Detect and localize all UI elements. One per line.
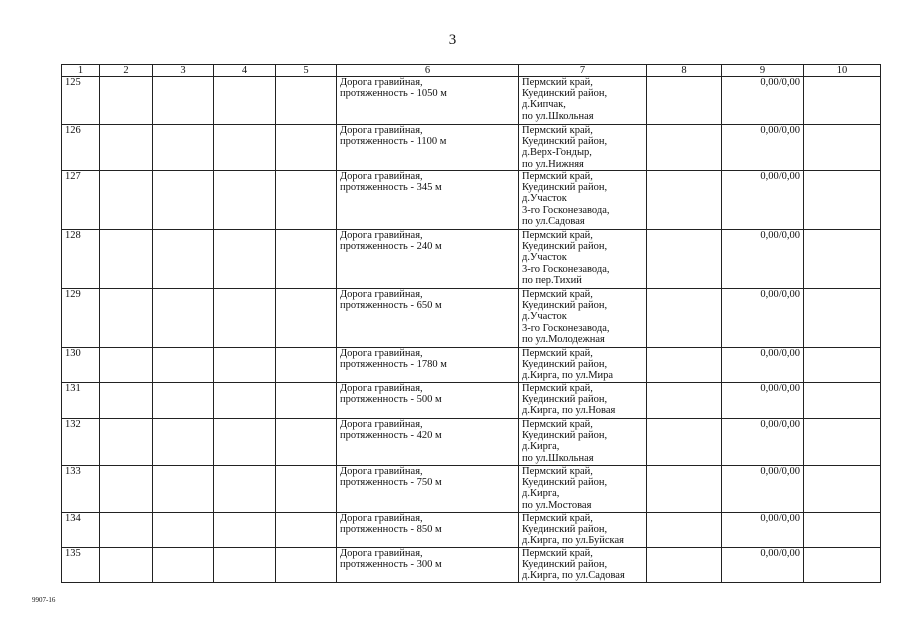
column-3-cell [153, 171, 214, 230]
row-number-cell: 130 [62, 348, 100, 383]
address-line: Пермский край, [522, 548, 593, 559]
table-row [62, 383, 881, 419]
column-8-cell [647, 513, 722, 548]
column-number: 10 [804, 65, 881, 77]
column-5-cell [276, 289, 337, 348]
table-row [62, 125, 881, 171]
address-line: Пермский край, [522, 383, 593, 394]
column-8-cell [647, 125, 722, 171]
table-row [62, 230, 881, 289]
address-line: Куединский район, [522, 394, 608, 406]
column-8-cell [647, 77, 722, 125]
object-name-line: протяженность - 345 м [340, 182, 442, 194]
registry-body [62, 77, 881, 583]
column-2-cell [100, 466, 153, 513]
column-8-cell [647, 466, 722, 513]
column-3-cell [153, 513, 214, 548]
column-number: 1 [62, 65, 100, 77]
object-name-line: Дорога гравийная, [340, 125, 423, 136]
address-cell [519, 383, 647, 419]
address-line: по ул.Нижняя [522, 158, 584, 170]
address-line: Куединский район, [522, 182, 608, 194]
object-name-line: протяженность - 850 м [340, 524, 442, 536]
address-line: д.Кирга, по ул.Буйская [522, 535, 624, 547]
address-line: Пермский край, [522, 419, 593, 430]
object-name-cell [337, 548, 519, 583]
column-8-cell [647, 289, 722, 348]
column-5-cell [276, 466, 337, 513]
object-name-line: протяженность - 650 м [340, 300, 442, 312]
column-3-cell [153, 125, 214, 171]
column-5-cell [276, 171, 337, 230]
column-number: 5 [276, 65, 337, 77]
object-name-line: Дорога гравийная, [340, 466, 423, 477]
address-line: по ул.Садовая [522, 215, 585, 227]
address-line: Куединский район, [522, 559, 608, 571]
column-2-cell [100, 383, 153, 419]
address-line: по ул.Школьная [522, 452, 594, 464]
balance-value-cell: 0,00/0,00 [722, 466, 804, 513]
column-number: 8 [647, 65, 722, 77]
column-number-header [62, 65, 881, 77]
object-name-cell [337, 125, 519, 171]
address-cell [519, 348, 647, 383]
object-name-line: протяженность - 1780 м [340, 359, 447, 371]
object-name-line: Дорога гравийная, [340, 289, 423, 300]
balance-value-cell: 0,00/0,00 [722, 289, 804, 348]
address-line: д.Участок [522, 311, 567, 323]
column-10-cell [804, 125, 881, 171]
column-3-cell [153, 77, 214, 125]
object-name-line: Дорога гравийная, [340, 419, 423, 430]
address-cell [519, 513, 647, 548]
table-row [62, 548, 881, 583]
address-cell [519, 125, 647, 171]
column-2-cell [100, 230, 153, 289]
page-number: 3 [448, 32, 457, 48]
column-10-cell [804, 466, 881, 513]
balance-value-cell: 0,00/0,00 [722, 77, 804, 125]
table-row [62, 289, 881, 348]
object-name-line: протяженность - 300 м [340, 559, 442, 571]
column-2-cell [100, 77, 153, 125]
column-8-cell [647, 383, 722, 419]
balance-value-cell: 0,00/0,00 [722, 419, 804, 466]
column-3-cell [153, 289, 214, 348]
column-5-cell [276, 77, 337, 125]
column-2-cell [100, 289, 153, 348]
object-name-cell [337, 466, 519, 513]
column-4-cell [214, 419, 276, 466]
column-4-cell [214, 289, 276, 348]
column-2-cell [100, 513, 153, 548]
address-line: Куединский район, [522, 241, 608, 253]
row-number-cell: 126 [62, 125, 100, 171]
column-5-cell [276, 419, 337, 466]
address-line: Пермский край, [522, 513, 593, 524]
column-2-cell [100, 419, 153, 466]
address-line: 3-го Госконезавода, [522, 322, 610, 334]
object-name-cell [337, 513, 519, 548]
row-number-cell: 128 [62, 230, 100, 289]
address-line: Куединский район, [522, 136, 608, 148]
address-line: Куединский район, [522, 430, 608, 442]
address-line: д.Участок [522, 252, 567, 264]
address-line: Пермский край, [522, 466, 593, 477]
column-8-cell [647, 419, 722, 466]
address-line: Пермский край, [522, 289, 593, 300]
address-cell [519, 548, 647, 583]
balance-value-cell: 0,00/0,00 [722, 513, 804, 548]
column-5-cell [276, 348, 337, 383]
balance-value-cell: 0,00/0,00 [722, 383, 804, 419]
address-line: по ул.Школьная [522, 110, 594, 122]
table-row [62, 77, 881, 125]
object-name-line: протяженность - 240 м [340, 241, 442, 253]
column-8-cell [647, 230, 722, 289]
column-3-cell [153, 383, 214, 419]
object-name-line: Дорога гравийная, [340, 171, 423, 182]
row-number-cell: 125 [62, 77, 100, 125]
column-2-cell [100, 171, 153, 230]
address-line: Куединский район, [522, 477, 608, 489]
column-number: 2 [100, 65, 153, 77]
object-name-line: Дорога гравийная, [340, 383, 423, 394]
address-line: Куединский район, [522, 524, 608, 536]
object-name-line: протяженность - 1100 м [340, 136, 447, 148]
object-name-line: Дорога гравийная, [340, 548, 423, 559]
column-number: 4 [214, 65, 276, 77]
column-10-cell [804, 77, 881, 125]
address-line: 3-го Госконезавода, [522, 204, 610, 216]
object-name-cell [337, 289, 519, 348]
column-10-cell [804, 348, 881, 383]
table-row [62, 171, 881, 230]
address-line: Пермский край, [522, 171, 593, 182]
address-line: д.Кирга, [522, 488, 560, 500]
column-5-cell [276, 513, 337, 548]
column-3-cell [153, 466, 214, 513]
column-5-cell [276, 125, 337, 171]
object-name-cell [337, 348, 519, 383]
row-number-cell: 133 [62, 466, 100, 513]
column-3-cell [153, 348, 214, 383]
row-number-cell: 131 [62, 383, 100, 419]
object-name-line: Дорога гравийная, [340, 77, 423, 88]
column-4-cell [214, 171, 276, 230]
object-name-cell [337, 419, 519, 466]
column-5-cell [276, 230, 337, 289]
column-10-cell [804, 230, 881, 289]
balance-value-cell: 0,00/0,00 [722, 171, 804, 230]
table-row [62, 419, 881, 466]
address-line: 3-го Госконезавода, [522, 263, 610, 275]
column-10-cell [804, 289, 881, 348]
column-8-cell [647, 171, 722, 230]
object-name-line: протяженность - 1050 м [340, 88, 447, 100]
column-number: 7 [519, 65, 647, 77]
column-4-cell [214, 383, 276, 419]
column-5-cell [276, 383, 337, 419]
column-number: 9 [722, 65, 804, 77]
column-10-cell [804, 419, 881, 466]
column-10-cell [804, 513, 881, 548]
column-5-cell [276, 548, 337, 583]
row-number-cell: 129 [62, 289, 100, 348]
balance-value-cell: 0,00/0,00 [722, 230, 804, 289]
address-line: по пер.Тихий [522, 274, 582, 286]
column-4-cell [214, 513, 276, 548]
address-line: Пермский край, [522, 125, 593, 136]
address-line: Пермский край, [522, 77, 593, 88]
object-name-line: Дорога гравийная, [340, 230, 423, 241]
column-10-cell [804, 383, 881, 419]
column-4-cell [214, 77, 276, 125]
column-number: 6 [337, 65, 519, 77]
row-number-cell: 135 [62, 548, 100, 583]
column-2-cell [100, 125, 153, 171]
column-2-cell [100, 548, 153, 583]
address-line: по ул.Мостовая [522, 499, 592, 511]
table-row [62, 466, 881, 513]
table-row [62, 513, 881, 548]
object-name-cell [337, 383, 519, 419]
balance-value-cell: 0,00/0,00 [722, 548, 804, 583]
address-line: Пермский край, [522, 348, 593, 359]
table-row [62, 348, 881, 383]
address-line: д.Кирга, по ул.Мира [522, 370, 614, 382]
address-line: Куединский район, [522, 359, 608, 371]
address-line: Куединский район, [522, 88, 608, 100]
address-cell [519, 230, 647, 289]
object-name-line: Дорога гравийная, [340, 513, 423, 524]
object-name-cell [337, 77, 519, 125]
column-4-cell [214, 466, 276, 513]
column-4-cell [214, 348, 276, 383]
object-name-line: Дорога гравийная, [340, 348, 423, 359]
object-name-cell [337, 230, 519, 289]
column-8-cell [647, 548, 722, 583]
column-10-cell [804, 171, 881, 230]
address-line: д.Кипчак, [522, 99, 566, 111]
row-number-cell: 134 [62, 513, 100, 548]
address-cell [519, 419, 647, 466]
column-4-cell [214, 230, 276, 289]
address-cell [519, 77, 647, 125]
column-3-cell [153, 419, 214, 466]
column-4-cell [214, 125, 276, 171]
address-line: Куединский район, [522, 300, 608, 312]
address-line: д.Кирга, по ул.Новая [522, 405, 616, 417]
address-line: Пермский край, [522, 230, 593, 241]
row-number-cell: 132 [62, 419, 100, 466]
column-4-cell [214, 548, 276, 583]
address-cell [519, 466, 647, 513]
balance-value-cell: 0,00/0,00 [722, 125, 804, 171]
address-line: д.Участок [522, 193, 567, 205]
column-2-cell [100, 348, 153, 383]
address-line: д.Верх-Гондыр, [522, 147, 592, 159]
document-code: 9907-16 [32, 596, 56, 604]
object-name-line: протяженность - 500 м [340, 394, 442, 406]
column-10-cell [804, 548, 881, 583]
address-line: д.Кирга, по ул.Садовая [522, 570, 625, 582]
column-number: 3 [153, 65, 214, 77]
address-cell [519, 171, 647, 230]
row-number-cell: 127 [62, 171, 100, 230]
address-line: по ул.Молодежная [522, 333, 605, 345]
object-name-line: протяженность - 750 м [340, 477, 442, 489]
registry-table [61, 64, 881, 583]
column-8-cell [647, 348, 722, 383]
column-3-cell [153, 230, 214, 289]
object-name-line: протяженность - 420 м [340, 430, 442, 442]
object-name-cell [337, 171, 519, 230]
column-3-cell [153, 548, 214, 583]
address-line: д.Кирга, [522, 441, 560, 453]
address-cell [519, 289, 647, 348]
balance-value-cell: 0,00/0,00 [722, 348, 804, 383]
